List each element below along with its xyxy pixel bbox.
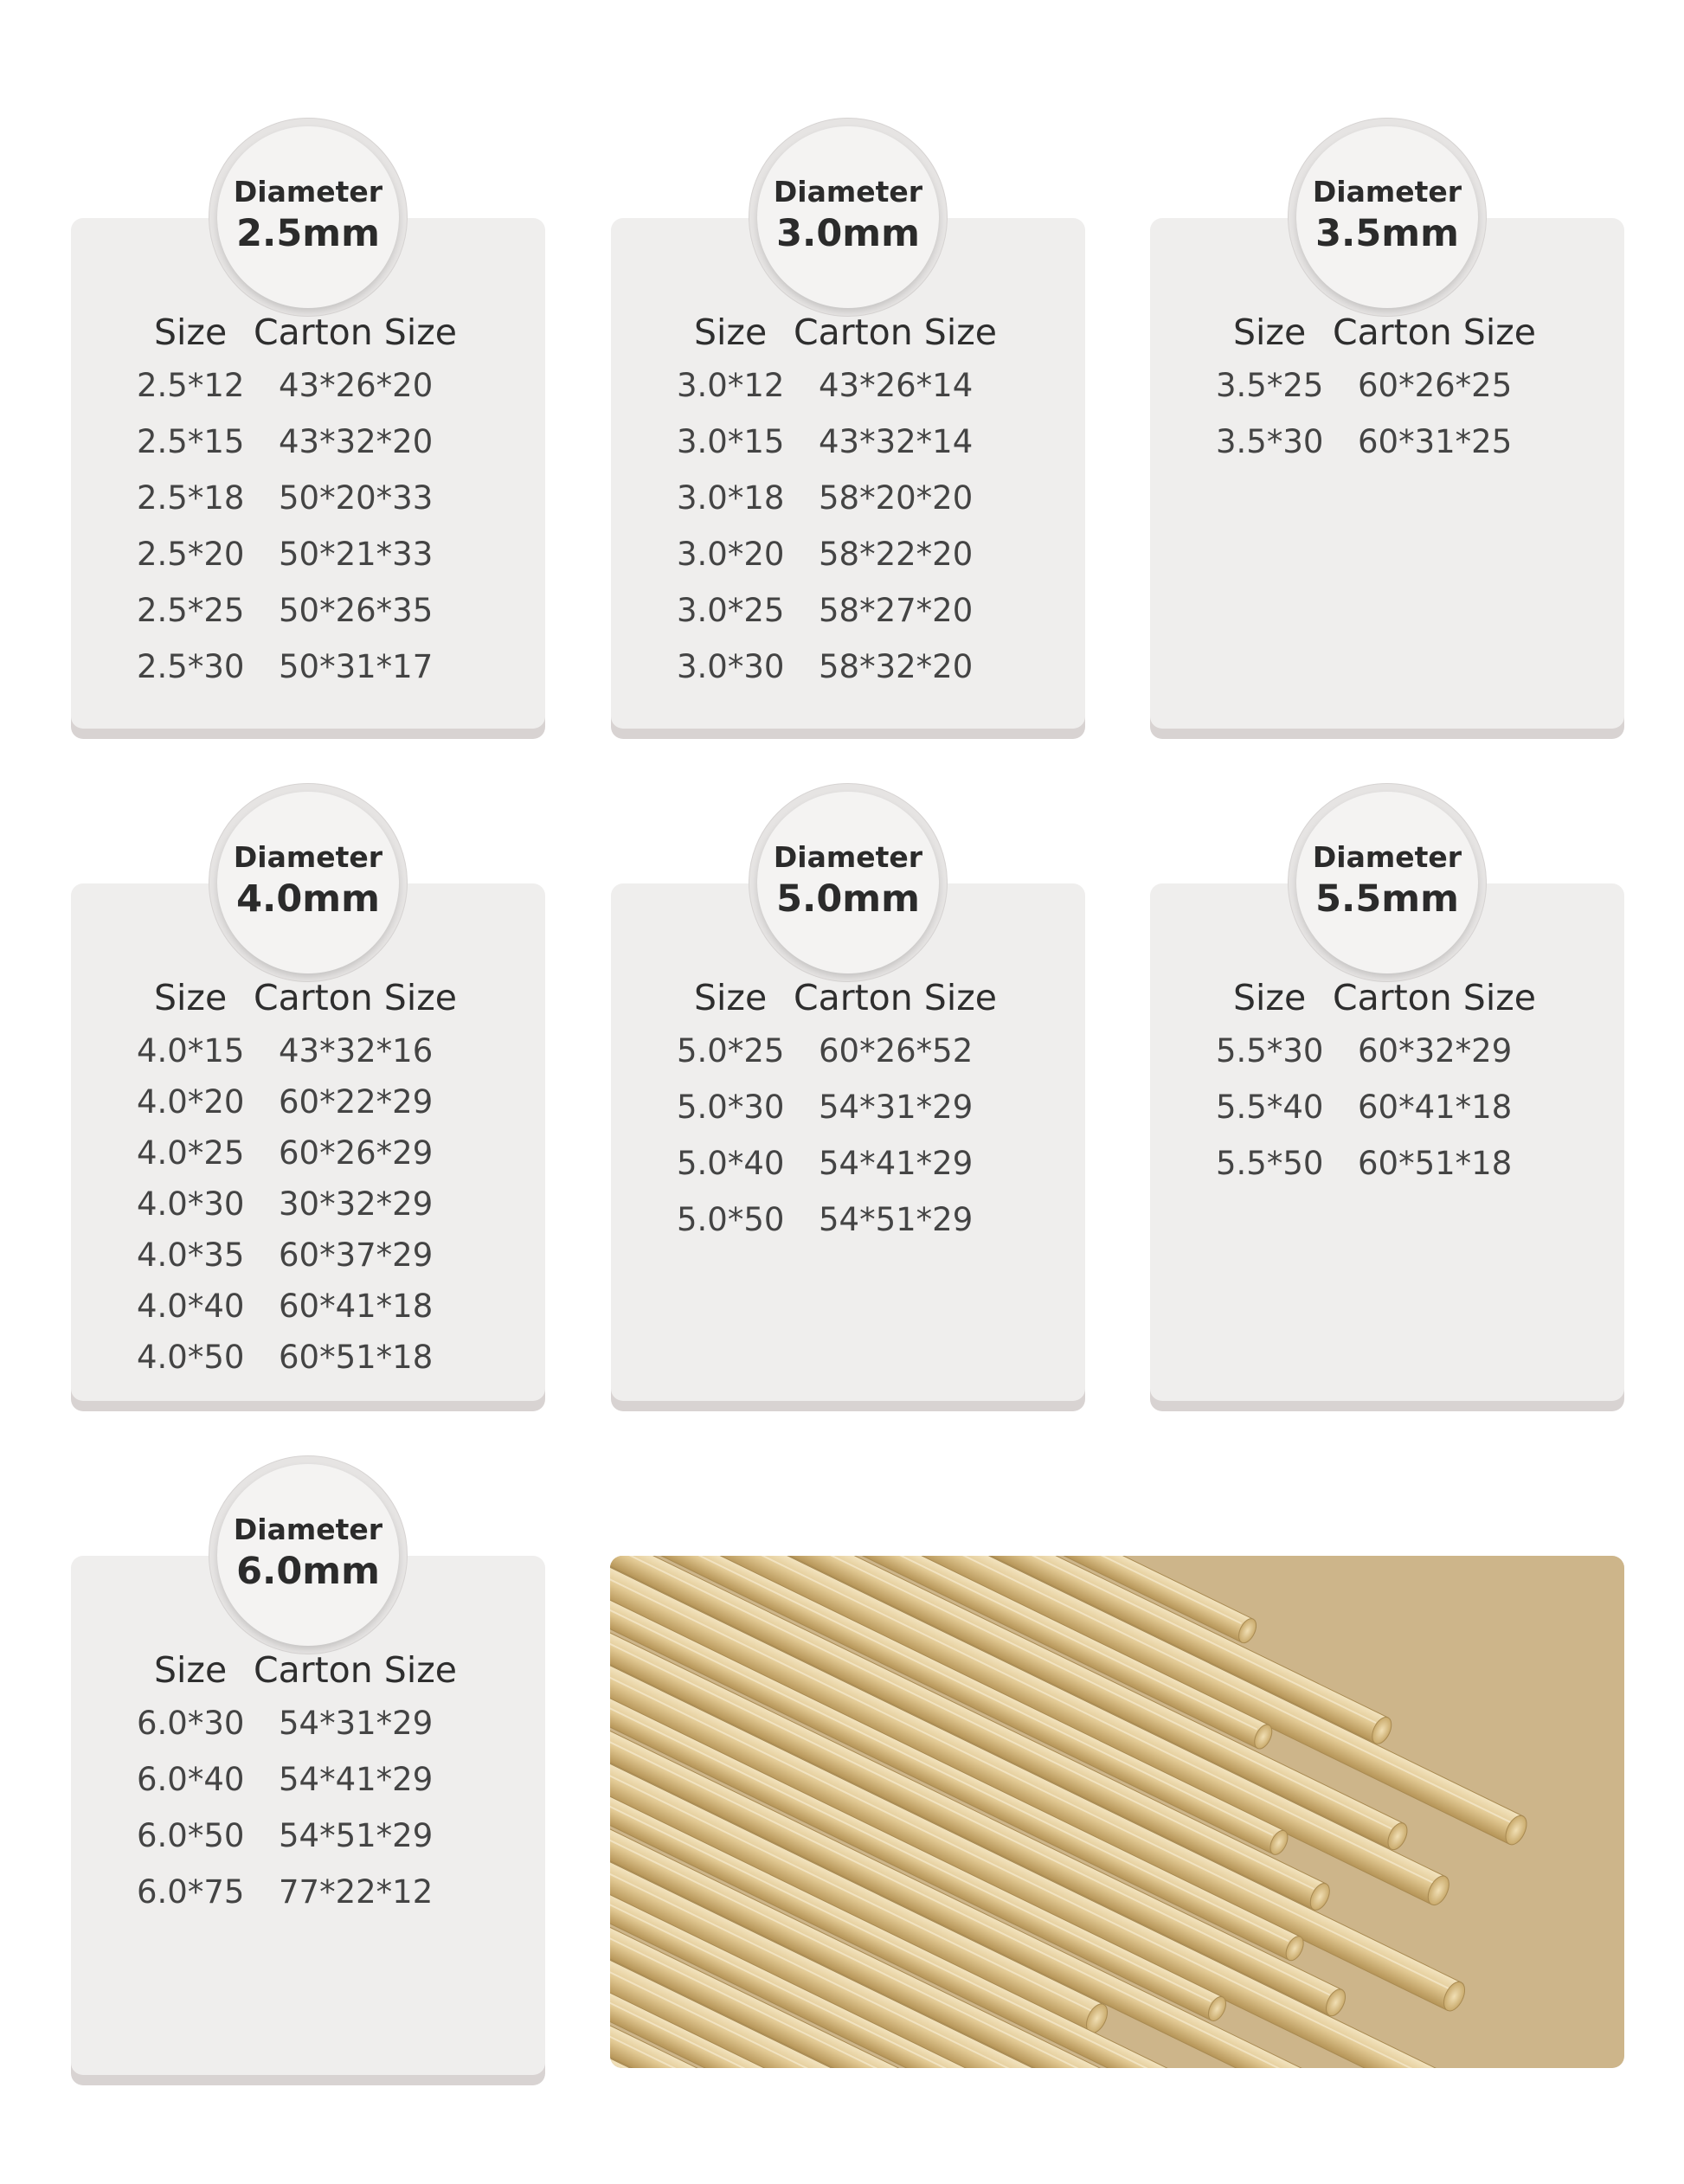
diameter-badge bbox=[749, 783, 948, 982]
table-row bbox=[71, 592, 545, 648]
size-header: Size bbox=[154, 1649, 228, 1691]
carton-cell: 58*27*20 bbox=[819, 592, 974, 629]
table-row bbox=[71, 648, 545, 704]
badge-value: 3.0mm bbox=[776, 212, 920, 255]
table-row bbox=[71, 1761, 545, 1817]
carton-cell: 43*32*20 bbox=[279, 423, 434, 460]
diameter-badge bbox=[209, 783, 408, 982]
size-cell: 5.0*30 bbox=[677, 1089, 785, 1126]
table-row bbox=[1150, 1089, 1624, 1145]
table-row bbox=[1150, 1032, 1624, 1089]
size-header: Size bbox=[154, 977, 228, 1018]
size-cell: 5.0*40 bbox=[677, 1145, 785, 1182]
table-row bbox=[71, 423, 545, 479]
size-header: Size bbox=[154, 312, 228, 353]
carton-cell: 60*32*29 bbox=[1358, 1032, 1513, 1070]
badge-label: Diameter bbox=[233, 840, 383, 874]
size-table bbox=[71, 977, 545, 1390]
table-row bbox=[1150, 367, 1624, 423]
table-row bbox=[71, 1817, 545, 1873]
carton-cell: 60*51*18 bbox=[1358, 1145, 1513, 1182]
carton-cell: 54*31*29 bbox=[819, 1089, 974, 1126]
size-cell: 6.0*30 bbox=[137, 1705, 245, 1742]
table-row bbox=[71, 1873, 545, 1930]
table-header bbox=[611, 312, 1085, 367]
table-header bbox=[71, 1649, 545, 1705]
table-row bbox=[1150, 423, 1624, 479]
size-table bbox=[611, 312, 1085, 704]
size-table bbox=[71, 312, 545, 704]
table-row bbox=[71, 367, 545, 423]
carton-cell: 60*51*18 bbox=[279, 1339, 434, 1376]
size-cell: 4.0*20 bbox=[137, 1083, 245, 1121]
table-row bbox=[71, 1134, 545, 1185]
table-row bbox=[71, 1288, 545, 1339]
size-cell: 6.0*75 bbox=[137, 1873, 245, 1911]
carton-cell: 54*41*29 bbox=[819, 1145, 974, 1182]
badge-label: Diameter bbox=[1312, 175, 1462, 209]
table-row bbox=[611, 536, 1085, 592]
badge-label: Diameter bbox=[233, 1513, 383, 1546]
carton-cell: 60*41*18 bbox=[279, 1288, 434, 1325]
carton-cell: 77*22*12 bbox=[279, 1873, 434, 1911]
size-header: Size bbox=[1233, 977, 1307, 1018]
diameter-badge bbox=[749, 118, 948, 317]
table-header bbox=[1150, 977, 1624, 1032]
size-cell: 5.0*50 bbox=[677, 1201, 785, 1238]
table-row bbox=[71, 1339, 545, 1390]
size-cell: 2.5*15 bbox=[137, 423, 245, 460]
carton-size-header: Carton Size bbox=[254, 1649, 457, 1691]
badge-label: Diameter bbox=[773, 840, 923, 874]
size-cell: 3.0*12 bbox=[677, 367, 785, 404]
table-row bbox=[71, 1705, 545, 1761]
carton-size-header: Carton Size bbox=[254, 977, 457, 1018]
size-cell: 3.0*15 bbox=[677, 423, 785, 460]
carton-cell: 43*26*14 bbox=[819, 367, 974, 404]
carton-cell: 50*31*17 bbox=[279, 648, 434, 685]
diameter-card-6-0 bbox=[71, 1513, 545, 2075]
diameter-card-5-5 bbox=[1150, 840, 1624, 1401]
diameter-card-4-0 bbox=[71, 840, 545, 1401]
badge-value: 5.5mm bbox=[1315, 877, 1459, 921]
carton-cell: 60*26*25 bbox=[1358, 367, 1513, 404]
table-row bbox=[611, 648, 1085, 704]
size-cell: 2.5*18 bbox=[137, 479, 245, 517]
diameter-card-2-5 bbox=[71, 175, 545, 729]
size-cell: 5.5*40 bbox=[1216, 1089, 1324, 1126]
table-header bbox=[611, 977, 1085, 1032]
table-row bbox=[611, 367, 1085, 423]
table-header bbox=[1150, 312, 1624, 367]
carton-cell: 54*51*29 bbox=[279, 1817, 434, 1854]
size-table bbox=[1150, 312, 1624, 479]
size-cell: 2.5*30 bbox=[137, 648, 245, 685]
diameter-badge bbox=[1288, 783, 1487, 982]
carton-cell: 60*22*29 bbox=[279, 1083, 434, 1121]
diameter-badge bbox=[209, 1455, 408, 1654]
diameter-card-5-0 bbox=[611, 840, 1085, 1401]
table-row bbox=[71, 1237, 545, 1288]
bamboo-sticks-photo bbox=[610, 1556, 1624, 2068]
carton-size-header: Carton Size bbox=[1333, 977, 1536, 1018]
carton-cell: 43*32*14 bbox=[819, 423, 974, 460]
table-header bbox=[71, 312, 545, 367]
table-row bbox=[611, 1032, 1085, 1089]
size-cell: 5.0*25 bbox=[677, 1032, 785, 1070]
table-row bbox=[1150, 1145, 1624, 1201]
diameter-card-3-0 bbox=[611, 175, 1085, 729]
table-row bbox=[611, 1145, 1085, 1201]
carton-cell: 50*21*33 bbox=[279, 536, 434, 573]
badge-value: 4.0mm bbox=[236, 877, 380, 921]
size-cell: 6.0*40 bbox=[137, 1761, 245, 1798]
carton-cell: 60*26*52 bbox=[819, 1032, 974, 1070]
size-table bbox=[1150, 977, 1624, 1201]
size-cell: 3.0*20 bbox=[677, 536, 785, 573]
table-row bbox=[611, 479, 1085, 536]
carton-size-header: Carton Size bbox=[794, 977, 997, 1018]
size-header: Size bbox=[694, 312, 768, 353]
badge-label: Diameter bbox=[233, 175, 383, 209]
table-header bbox=[71, 977, 545, 1032]
table-row bbox=[71, 1185, 545, 1237]
size-header: Size bbox=[1233, 312, 1307, 353]
carton-cell: 43*26*20 bbox=[279, 367, 434, 404]
table-row bbox=[611, 423, 1085, 479]
carton-cell: 58*20*20 bbox=[819, 479, 974, 517]
carton-cell: 50*20*33 bbox=[279, 479, 434, 517]
badge-value: 3.5mm bbox=[1315, 212, 1459, 255]
carton-cell: 30*32*29 bbox=[279, 1185, 434, 1223]
size-table bbox=[71, 1649, 545, 1930]
carton-cell: 54*41*29 bbox=[279, 1761, 434, 1798]
size-header: Size bbox=[694, 977, 768, 1018]
badge-value: 6.0mm bbox=[236, 1550, 380, 1593]
carton-cell: 58*32*20 bbox=[819, 648, 974, 685]
table-row bbox=[71, 536, 545, 592]
table-row bbox=[611, 1201, 1085, 1257]
table-row bbox=[71, 1083, 545, 1134]
size-cell: 3.0*30 bbox=[677, 648, 785, 685]
size-cell: 5.5*30 bbox=[1216, 1032, 1324, 1070]
carton-size-header: Carton Size bbox=[254, 312, 457, 353]
size-cell: 4.0*30 bbox=[137, 1185, 245, 1223]
carton-cell: 60*37*29 bbox=[279, 1237, 434, 1274]
size-cell: 2.5*12 bbox=[137, 367, 245, 404]
size-cell: 6.0*50 bbox=[137, 1817, 245, 1854]
size-cell: 3.5*30 bbox=[1216, 423, 1324, 460]
size-cell: 5.5*50 bbox=[1216, 1145, 1324, 1182]
carton-cell: 54*51*29 bbox=[819, 1201, 974, 1238]
carton-cell: 58*22*20 bbox=[819, 536, 974, 573]
carton-cell: 60*31*25 bbox=[1358, 423, 1513, 460]
bamboo-sticks-illustration bbox=[610, 1556, 1624, 2068]
diameter-card-3-5 bbox=[1150, 175, 1624, 729]
size-cell: 3.0*18 bbox=[677, 479, 785, 517]
carton-cell: 60*26*29 bbox=[279, 1134, 434, 1172]
carton-cell: 60*41*18 bbox=[1358, 1089, 1513, 1126]
badge-value: 5.0mm bbox=[776, 877, 920, 921]
size-cell: 4.0*25 bbox=[137, 1134, 245, 1172]
diameter-badge bbox=[209, 118, 408, 317]
size-cell: 4.0*50 bbox=[137, 1339, 245, 1376]
carton-size-header: Carton Size bbox=[794, 312, 997, 353]
carton-cell: 54*31*29 bbox=[279, 1705, 434, 1742]
size-cell: 3.5*25 bbox=[1216, 367, 1324, 404]
badge-label: Diameter bbox=[773, 175, 923, 209]
badge-label: Diameter bbox=[1312, 840, 1462, 874]
carton-cell: 43*32*16 bbox=[279, 1032, 434, 1070]
size-cell: 4.0*15 bbox=[137, 1032, 245, 1070]
carton-cell: 50*26*35 bbox=[279, 592, 434, 629]
size-cell: 3.0*25 bbox=[677, 592, 785, 629]
size-cell: 2.5*20 bbox=[137, 536, 245, 573]
size-cell: 4.0*35 bbox=[137, 1237, 245, 1274]
table-row bbox=[71, 479, 545, 536]
table-row bbox=[71, 1032, 545, 1083]
table-row bbox=[611, 1089, 1085, 1145]
size-cell: 4.0*40 bbox=[137, 1288, 245, 1325]
badge-value: 2.5mm bbox=[236, 212, 380, 255]
table-row bbox=[611, 592, 1085, 648]
size-table bbox=[611, 977, 1085, 1257]
carton-size-header: Carton Size bbox=[1333, 312, 1536, 353]
size-cell: 2.5*25 bbox=[137, 592, 245, 629]
diameter-badge bbox=[1288, 118, 1487, 317]
